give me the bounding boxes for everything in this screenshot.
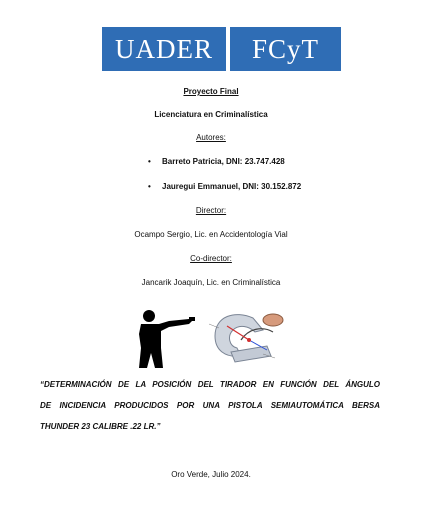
place-date: Oro Verde, Julio 2024. — [171, 470, 251, 479]
author-name: Barreto Patricia, DNI: 23.747.428 — [162, 157, 285, 166]
institution-logo — [102, 27, 341, 71]
director-name: Ocampo Sergio, Lic. en Accidentología Vial — [134, 230, 288, 239]
shooter-silhouette-image — [135, 308, 197, 370]
thesis-title-line: THUNDER 23 CALIBRE .22 LR.” — [40, 422, 161, 431]
thesis-title-line: “DETERMINACIÓN DE LA POSICIÓN DEL TIRADOR EN FUNCIÓN DEL ÁNGULO — [40, 380, 380, 389]
author-name: Jauregui Emmanuel, DNI: 30.152.872 — [162, 182, 302, 191]
director-label: Director: — [195, 206, 227, 215]
logo-fcyt: FCyT — [230, 27, 341, 71]
author-item: • Jauregui Emmanuel, DNI: 30.152.872 — [148, 182, 302, 191]
codirector-label: Co-director: — [190, 254, 232, 263]
author-item: • Barreto Patricia, DNI: 23.747.428 — [148, 157, 285, 166]
project-label: Proyecto Final — [183, 87, 239, 96]
ballistic-incidence-diagram — [205, 306, 285, 364]
thesis-title-line: DE INCIDENCIA PRODUCIDOS POR UNA PISTOLA SEMIAUTOMÁTICA BERSA — [40, 401, 380, 410]
logo-uader: UADER — [102, 27, 226, 71]
codirector-name: Jancarik Joaquín, Lic. en Criminalística — [141, 278, 281, 287]
authors-label: Autores: — [196, 133, 226, 142]
degree: Licenciatura en Criminalística — [154, 110, 268, 119]
